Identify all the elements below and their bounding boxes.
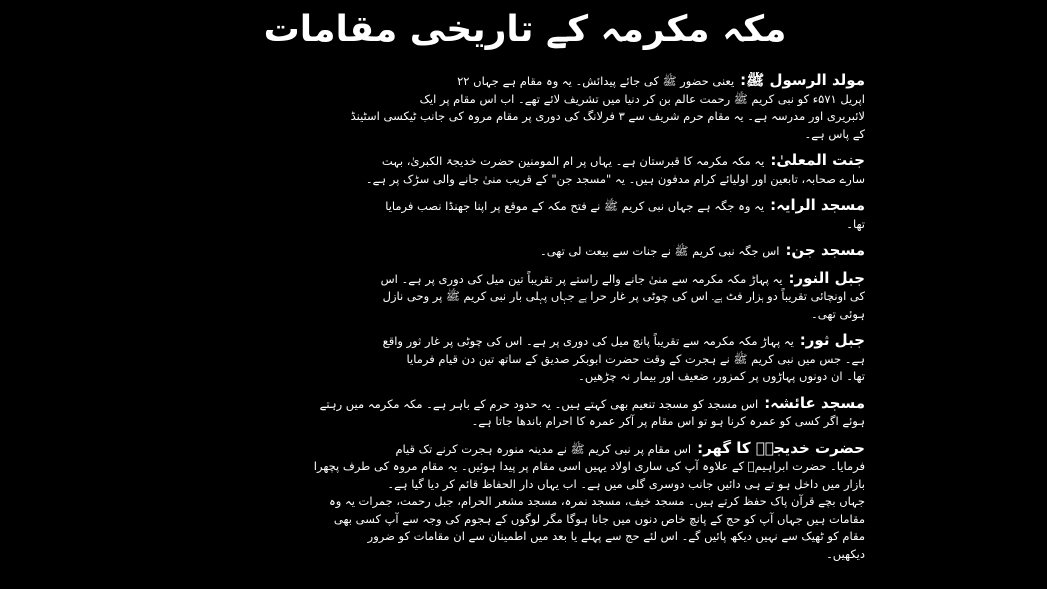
entry-text: ہے۔ جس میں نبی کریم ﷺ نے ہجرت کے وقت حضرت ابوبکر صدیق کے ساتھ تین دن قیام فرمایا (406, 351, 865, 366)
entry-text: مقام کو ٹھیک سے نہیں دیکھ پائیں گے۔ اس لئے حج سے پہلے یا بعد میں اطمینان سے ان مقامات کو ضرور (367, 529, 865, 543)
place-entry (185, 152, 865, 188)
entry-text: کی اونچائی تقریباً دو ہزار فٹ ہے۔ اس کی چوٹی پر غار حرا ہے جہاں پہلی بار نبی کریم ﷺ پر وحی نازل (382, 289, 865, 303)
place-entry (185, 395, 865, 431)
entry-text: اس جگہ نبی کریم ﷺ نے جنات سے بیعت لی تھی۔ (539, 244, 780, 258)
entry-text-line (185, 332, 865, 351)
entry-text-line (185, 440, 865, 459)
place-entry (185, 270, 865, 324)
entry-text: تھا۔ ان دونوں پہاڑوں پر کمزور، ضعیف اور بیمار نہ چڑھیں۔ (578, 369, 865, 383)
place-heading: جنت المعلیٰ: (770, 152, 865, 169)
entry-text-line (185, 91, 865, 109)
entries-list (185, 72, 865, 563)
entry-text: تھا۔ (846, 216, 865, 231)
entry-text-line (185, 413, 865, 431)
place-heading: مولد الرسول ﷺ: (740, 72, 865, 89)
entry-text: اپریل ۵۷۱ء کو نبی کریم ﷺ رحمت عالم بن کر دنیا میں تشریف لائے تھے۔ اب اس مقام پر ایک (419, 91, 865, 106)
entry-text: یعنی حضور ﷺ کی جائے پیدائش۔ یہ وہ مقام ہے جہاں ۲۲ (457, 74, 735, 88)
entry-text-line (185, 288, 865, 306)
entry-text: اس مسجد کو مسجد تنعیم بھی کہتے ہیں۔ یہ حدود حرم کے باہر ہے۔ مکہ مکرمہ میں رہتے (319, 396, 759, 411)
entry-text: یہ مکہ مکرمہ کا قبرستان ہے۔ یہاں پر ام المومنین حضرت خدیجۃ الکبریٰ، بہت (381, 154, 765, 168)
entry-text: اس مقام پر نبی کریم ﷺ نے مدینہ منورہ ہجرت کرنے تک قیام (395, 441, 692, 456)
entry-text-line (185, 528, 865, 546)
place-heading: جبل ثور: (799, 332, 865, 349)
entry-text-line (185, 242, 865, 261)
document (185, 0, 865, 589)
entry-text-line (185, 546, 865, 564)
entry-text: فرمایا۔ حضرت ابراہیمؓ کے علاوہ آپ کی ساری اولاد یہیں اسی مقام پر پیدا ہوئیں۔ یہ مقام مروہ کی طرف پچھرا (313, 459, 865, 473)
entry-text-line (185, 395, 865, 414)
entry-text-line (185, 306, 865, 324)
place-heading: جبل النور: (788, 269, 865, 287)
entry-text-line (185, 368, 865, 386)
entry-text-line (185, 126, 865, 144)
entry-text-line (185, 458, 865, 476)
place-entry (185, 242, 865, 261)
entry-text-line (185, 197, 865, 216)
entry-text-line (185, 270, 865, 289)
entry-text: دیکھیں۔ (826, 546, 865, 561)
entry-text: کے پاس ہے۔ (804, 126, 865, 141)
entry-text: ہوئے اگر کسی کو عمرہ کرنا ہو تو اس مقام پر آکر عمرہ کا احرام باندھا جاتا ہے۔ (471, 414, 865, 428)
entry-text: یہ وہ جگہ ہے جہاں نبی کریم ﷺ نے فتح مکہ کے موقع پر اپنا جھنڈا نصب فرمایا (385, 199, 765, 213)
place-heading: مسجد جن: (785, 242, 865, 259)
entry-text-line (185, 108, 865, 126)
place-entry (185, 332, 865, 386)
entry-text-line (185, 72, 865, 91)
entry-text: مقامات ہیں جہاں آپ کو حج کے پانچ خاص دنوں میں جانا ہوگا مگر لوگوں کے ہجوم کی وجہ سے آپ کسی بھی (333, 511, 865, 526)
entry-text-line (185, 511, 865, 529)
entry-text: سارے صحابہ، تابعین اور اولیائے کرام مدفون ہیں۔ یہ "مسجد جن" کے قریب منیٰ جانے والی سڑک پر ہے۔ (365, 171, 865, 186)
place-entry (185, 197, 865, 233)
place-heading: حضرت خدیجہؓ کا گھر: (697, 439, 865, 457)
entry-text: ہوئی تھی۔ (811, 306, 865, 321)
entry-text: یہ پہاڑ مکہ مکرمہ سے منیٰ جانے والے راستے پر تقریباً تین میل کی دوری پر ہے۔ اس (380, 271, 783, 286)
place-heading: مسجد الرایہ: (770, 197, 865, 214)
entry-text-line (185, 476, 865, 494)
entry-text-line (185, 351, 865, 369)
entry-text: لائبریری اور مدرسہ ہے۔ یہ مقام حرم شریف سے ۳ فرلانگ کی دوری پر مقام مروہ کی جانب ٹیکسی اسٹینڈ (350, 109, 865, 123)
entry-text: یہ پہاڑ مکہ مکرمہ سے تقریباً پانچ میل کی دوری پر ہے۔ اس کی چوٹی پر غار ثور واقع (382, 334, 794, 348)
entry-text: جہاں بچے قرآن پاک حفظ کرتے ہیں۔ مسجد خیف، مسجد نمرہ، مسجد مشعر الحرام، جبل رحمت، جمرات یہ وہ (329, 494, 865, 508)
place-entry (185, 72, 865, 143)
place-entry (185, 440, 865, 564)
entry-text: بازار میں داخل ہو تے ہی دائیں جانب دوسری گلی میں ہے۔ اب یہاں دار الحفاظ قائم کر دیا گیا ہے۔ (387, 476, 865, 491)
entry-text-line (185, 493, 865, 511)
place-heading: مسجد عائشہ: (764, 394, 865, 412)
entry-text-line (185, 171, 865, 189)
entry-text-line (185, 216, 865, 234)
page-title: مکہ مکرمہ کے تاریخی مقامات (263, 9, 787, 50)
entry-text-line (185, 152, 865, 171)
